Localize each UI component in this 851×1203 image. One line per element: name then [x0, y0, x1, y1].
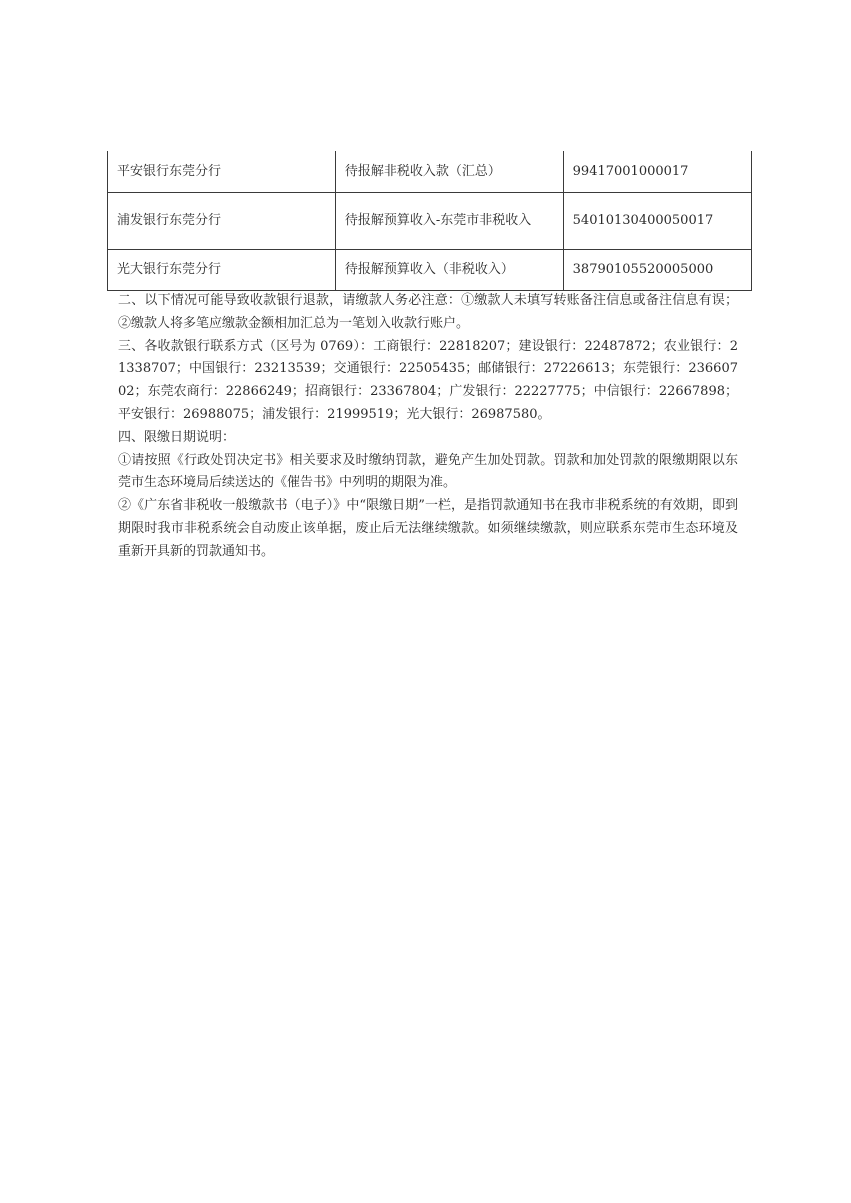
account-number-cell: 38790105520005000: [563, 250, 751, 291]
table-row: [108, 250, 752, 291]
deadline-heading: 四、限缴日期说明：: [118, 429, 236, 445]
bank-name-cell: 浦发银行东莞分行: [108, 193, 336, 250]
account-name-cell: 待报解预算收入（非税收入）: [335, 250, 563, 291]
bank-contacts-note: 三、各收款银行联系方式（区号为 0769）：工商银行：22818207；建设银行：22487872；农业银行：21338707；中国银行：23213539；交通银行：22505435；邮储银行：27226613；东莞银行：23660702；东莞农商行：22866249；招商银行：23367804；广发银行：22227775；中信银行：22667898；平安银行：26988075；浦发银行：21999519；光大银行：26987580。: [118, 338, 738, 422]
bank-accounts-table: [107, 151, 752, 291]
payment-notes: [118, 290, 738, 564]
account-number-cell: 54010130400050017: [563, 193, 751, 250]
table-row: [108, 193, 752, 250]
table-row: [108, 151, 752, 193]
bank-name-cell: 光大银行东莞分行: [108, 250, 336, 291]
deadline-item-2: ②《广东省非税收一般缴款书（电子）》中“限缴日期”一栏，是指罚款通知书在我市非税系统的有效期，即到期限时我市非税系统会自动废止该单据，废止后无法继续缴款。如须继续缴款，则应联系东莞市生态环境及重新开具新的罚款通知书。: [118, 498, 738, 559]
deadline-item-1: ①请按照《行政处罚决定书》相关要求及时缴纳罚款，避免产生加处罚款。罚款和加处罚款的限缴期限以东莞市生态环境局后续送达的《催告书》中列明的期限为准。: [118, 452, 738, 491]
refund-note: 二、以下情况可能导致收款银行退款，请缴款人务必注意：①缴款人未填写转账备注信息或备注信息有误；②缴款人将多笔应缴款金额相加汇总为一笔划入收款行账户。: [118, 293, 738, 331]
bank-name-cell: 平安银行东莞分行: [108, 151, 336, 193]
account-number-cell: 99417001000017: [563, 151, 751, 193]
account-name-cell: 待报解非税收入款（汇总）: [335, 151, 563, 193]
account-name-cell: 待报解预算收入-东莞市非税收入: [335, 193, 563, 250]
